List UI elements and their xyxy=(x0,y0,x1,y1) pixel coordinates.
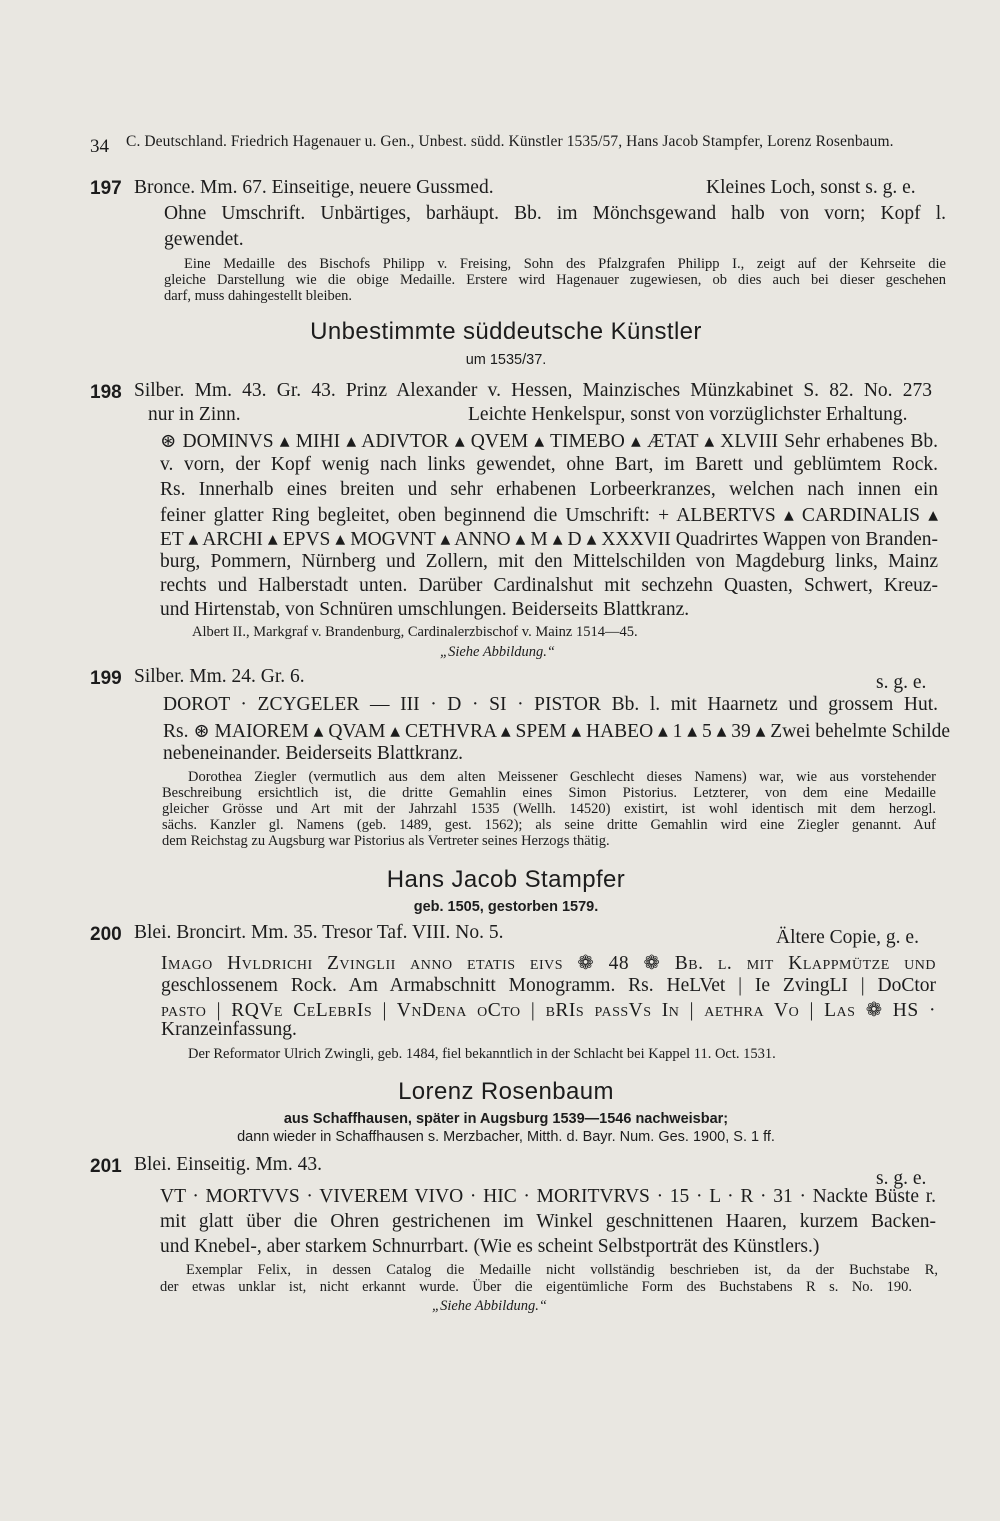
entry-200-line-1-right: Ältere Copie, g. e. xyxy=(776,927,919,948)
entry-197-line-1-left: Bronce. Mm. 67. Einseitige, neuere Gussmed. xyxy=(134,177,494,198)
entry-198-line-4: v. vorn, der Kopf wenig nach links gewendet, ohne Bart, im Barett und geblümtem Rock. xyxy=(160,454,938,475)
entry-198-figure-ref: „Siehe Abbildung.“ xyxy=(440,644,555,660)
section-subheading-stampfer: geb. 1505, gestorben 1579. xyxy=(413,899,599,915)
entry-198-line-9: rechts und Halberstadt unten. Darüber Cardinalshut mit sechzehn Quasten, Schwert, Kreuz- xyxy=(160,575,938,596)
entry-199-note-1: Dorothea Ziegler (vermutlich aus dem alten Meissener Geschlecht dieses Namens) war, wie aus vorstehender xyxy=(188,769,936,785)
entry-197-note-1: Eine Medaille des Bischofs Philipp v. Freising, Sohn des Pfalzgrafen Philipp I., zeigt auf der Kehrseite die xyxy=(184,256,946,272)
entry-199-line-1-right: s. g. e. xyxy=(876,672,927,693)
entry-201-note-1: Exemplar Felix, in dessen Catalog die Medaille nicht vollständig beschrieben ist, da der Buchstabe R, xyxy=(186,1262,938,1278)
entry-200-line-1-left: Blei. Broncirt. Mm. 35. Tresor Taf. VIII. No. 5. xyxy=(134,922,504,943)
section-heading-stampfer: Hans Jacob Stampfer xyxy=(386,866,626,893)
entry-number-197: 197 xyxy=(90,178,122,199)
entry-201-note-2: der etwas unklar ist, nicht erkannt wurde. Über die eigentümliche Form des Buchstabens R s. No. 190. xyxy=(160,1279,912,1295)
entry-199-note-2: Beschreibung ersichtlich ist, die dritte Gemahlin eines Simon Pistorius. Letzterer, von dem eine Medaille xyxy=(162,785,936,801)
entry-199-line-2: DOROT · ZCYGELER — III · D · SI · PISTOR Bb. l. mit Haarnetz und grossem Hut. xyxy=(163,694,938,715)
entry-number-200: 200 xyxy=(90,924,122,945)
section-heading-rosenbaum: Lorenz Rosenbaum xyxy=(398,1078,614,1105)
entry-201-line-2: VT · MORTVVS · VIVEREM VIVO · HIC · MORITVRVS · 15 · L · R · 31 · Nackte Büste r. xyxy=(160,1186,936,1207)
entry-198-line-5: Rs. Innerhalb eines breiten und sehr erhabenen Lorbeerkranzes, welchen nach innen ein xyxy=(160,479,938,500)
entry-198-line-1: Silber. Mm. 43. Gr. 43. Prinz Alexander v. Hessen, Mainzisches Münzkabinet S. 82. No. 273 xyxy=(134,380,932,401)
entry-201-line-4: und Knebel-, aber starkem Schnurrbart. (Wie es scheint Selbstporträt des Künstlers.) xyxy=(160,1236,820,1257)
entry-200-line-5: Kranzeinfassung. xyxy=(161,1019,297,1040)
entry-197-line-1-right: Kleines Loch, sonst s. g. e. xyxy=(706,177,916,198)
section-subheading-rosenbaum-1: aus Schaffhausen, später in Augsburg 1539—1546 nachweisbar; xyxy=(283,1111,729,1127)
entry-200-line-3: geschlossenem Rock. Am Armabschnitt Monogramm. Rs. HeLVet | Ie ZvingLI | DoCtor xyxy=(161,975,936,996)
entry-200-note-1: Der Reformator Ulrich Zwingli, geb. 1484, fiel bekanntlich in der Schlacht bei Kappel 11. Oct. 1531. xyxy=(188,1046,776,1062)
entry-198-note-1: Albert II., Markgraf v. Brandenburg, Cardinalerzbischof v. Mainz 1514—45. xyxy=(192,624,638,640)
page-number: 34 xyxy=(90,136,109,157)
entry-201-figure-ref: „Siehe Abbildung.“ xyxy=(432,1298,547,1314)
entry-number-201: 201 xyxy=(90,1156,122,1177)
entry-198-line-3: ⊛ DOMINVS ▴ MIHI ▴ ADIVTOR ▴ QVEM ▴ TIMEBO ▴ ÆTAT ▴ XLVIII Sehr erhabenes Bb. xyxy=(160,431,938,452)
entry-198-line-8: burg, Pommern, Nürnberg und Zollern, mit den Mittelschilden von Magdeburg links, Mainz xyxy=(160,551,938,572)
entry-199-line-4: nebeneinander. Beiderseits Blattkranz. xyxy=(163,743,463,764)
entry-199-note-4: sächs. Kanzler gl. Namens (geb. 1489, gest. 1562); als seine dritte Gemahlin wird eine Ziegler genannt. Auf xyxy=(162,817,936,833)
entry-197-line-2: Ohne Umschrift. Unbärtiges, barhäupt. Bb. im Mönchsgewand halb von vorn; Kopf l. xyxy=(164,203,946,224)
entry-200-line-4: pasto | RQVe CeLebrIs | VnDena oCto | bRIs passVs In | aethra Vo | Las ❁ HS · xyxy=(161,1000,936,1021)
entry-200-line-2: Imago Hvldrichi Zvinglii anno etatis eivs ❁ 48 ❁ Bb. l. mit Klappmütze und xyxy=(161,953,936,974)
running-title: C. Deutschland. Friedrich Hagenauer u. Gen., Unbest. südd. Künstler 1535/57, Hans Jacob Stampfer, Lorenz Rosenbaum. xyxy=(126,133,894,150)
section-heading-unbestimmte: Unbestimmte süddeutsche Künstler xyxy=(310,318,702,345)
entry-198-line-2-left: nur in Zinn. xyxy=(148,404,241,425)
entry-199-note-5: dem Reichstag zu Augsburg war Pistorius als Vertreter seines Herzogs thätig. xyxy=(162,833,610,849)
entry-199-note-3: gleicher Grösse und Art mit der Jahrzahl 1535 (Wellh. 14520) existirt, ist wohl identisch mit dem herzogl. xyxy=(162,801,936,817)
section-subheading-unbestimmte: um 1535/37. xyxy=(465,352,547,368)
entry-201-line-3: mit glatt über die Ohren gestrichenen im Winkel geschnittenen Haaren, kurzem Backen- xyxy=(160,1211,936,1232)
entry-201-line-1-left: Blei. Einseitig. Mm. 43. xyxy=(134,1154,322,1175)
entry-198-line-6: feiner glatter Ring begleitet, oben beginnend die Umschrift: + ALBERTVS ▴ CARDINALIS ▴ xyxy=(160,505,938,526)
entry-197-line-3: gewendet. xyxy=(164,229,244,250)
entry-201-line-1-right: s. g. e. xyxy=(876,1168,927,1189)
entry-199-line-3: Rs. ⊛ MAIOREM ▴ QVAM ▴ CETHVRA ▴ SPEM ▴ HABEO ▴ 1 ▴ 5 ▴ 39 ▴ Zwei behelmte Schilde xyxy=(163,721,951,742)
entry-number-198: 198 xyxy=(90,382,122,403)
entry-197-note-2: gleiche Darstellung wie die obige Medaille. Erstere wird Hagenauer zugewiesen, ob dies auch bei dieser geschehen xyxy=(164,272,946,288)
entry-198-line-7: ET ▴ ARCHI ▴ EPVS ▴ MOGVNT ▴ ANNO ▴ M ▴ D ▴ XXXVII Quadrirtes Wappen von Branden- xyxy=(160,529,938,550)
entry-198-line-10: und Hirtenstab, von Schnüren umschlungen. Beiderseits Blattkranz. xyxy=(160,599,690,620)
entry-number-199: 199 xyxy=(90,668,122,689)
entry-198-line-2-right: Leichte Henkelspur, sonst von vorzüglichster Erhaltung. xyxy=(468,404,908,425)
entry-199-line-1-left: Silber. Mm. 24. Gr. 6. xyxy=(134,666,305,687)
entry-197-note-3: darf, muss dahingestellt bleiben. xyxy=(164,288,353,304)
section-subheading-rosenbaum-2: dann wieder in Schaffhausen s. Merzbacher, Mitth. d. Bayr. Num. Ges. 1900, S. 1 ff. xyxy=(237,1129,775,1145)
